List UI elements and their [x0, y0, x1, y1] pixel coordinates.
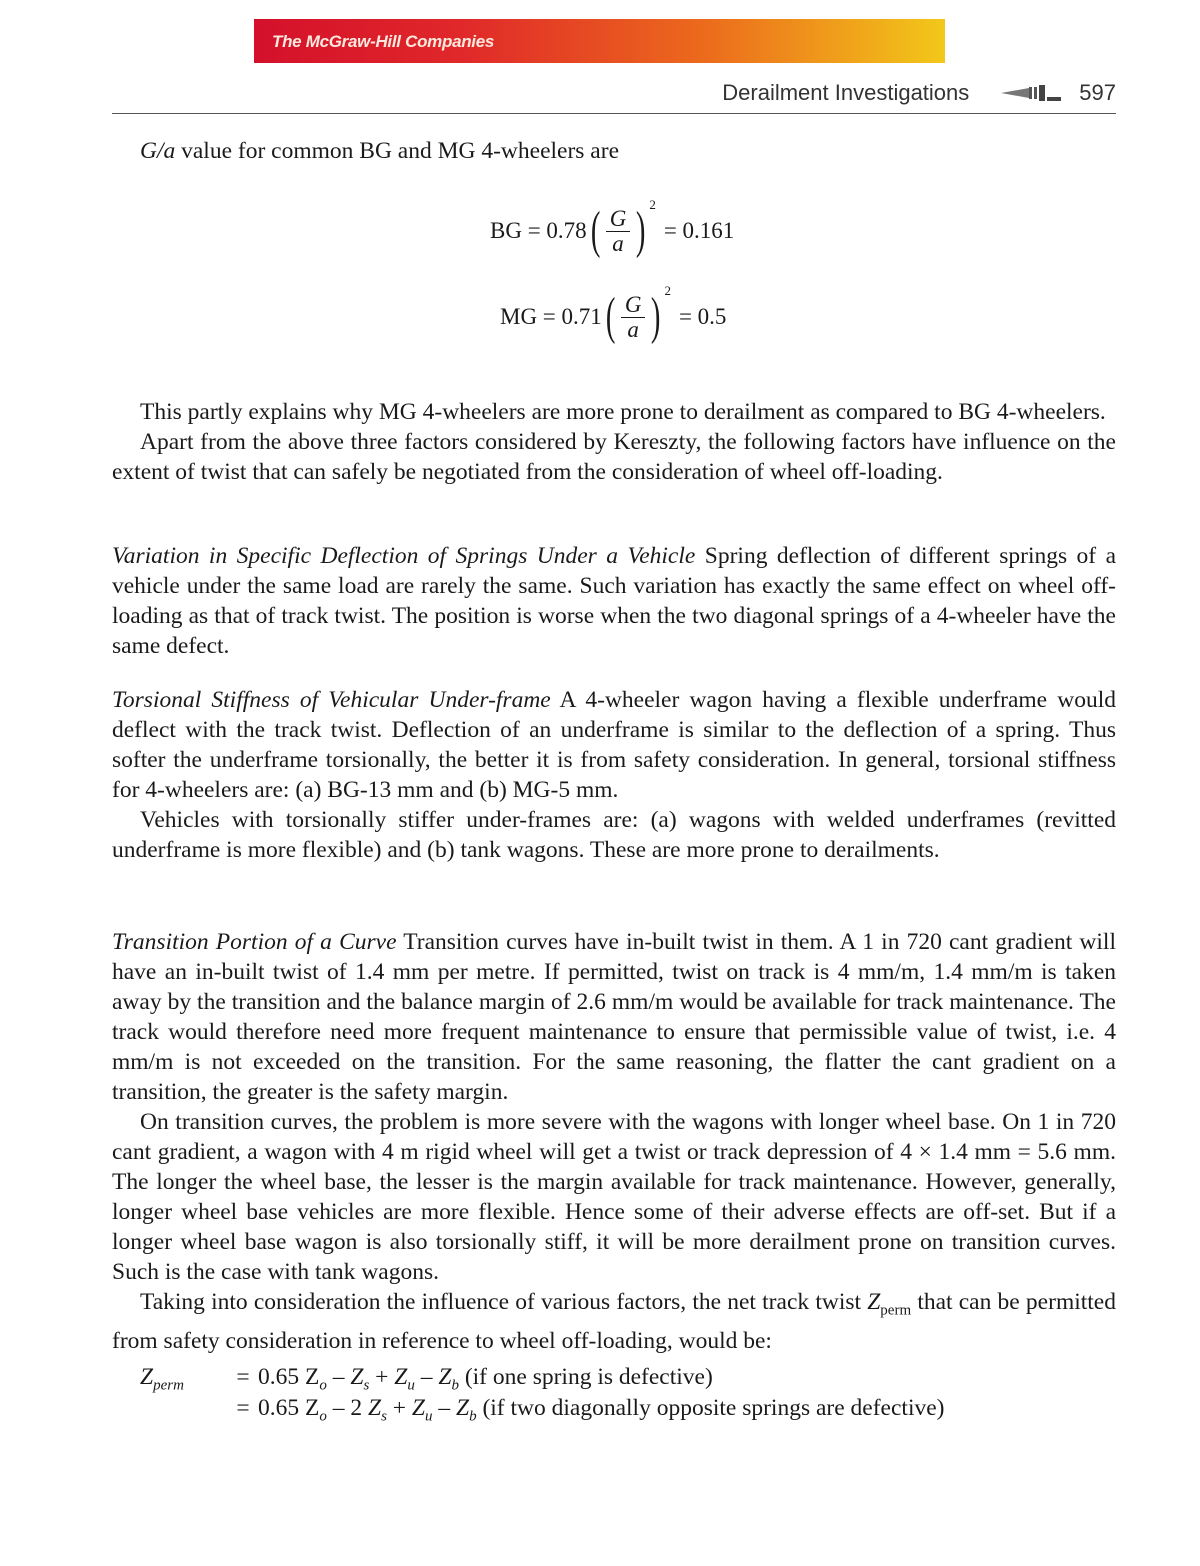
equals-sign: = — [236, 1395, 250, 1421]
equation-bg — [490, 197, 735, 259]
coefficient: 0.65 Z — [258, 1364, 320, 1390]
right-paren: ) — [635, 202, 646, 259]
paragraph: On transition curves, the problem is more severe with the wagons with longer wheel base. On 1 in 720 cant gradient, a wagon with 4 m rigid wheel will get a twist or track depression of 4 × 1.4 mm = 5.6 mm. The longer the wheel base, the lesser is the margin available for track maintenance. However, generally, longer wheel base vehicles are more flexible. Hence some of their adverse effects are off-set. But if a longer wheel base wagon is also torsionally stiff, it will be more derailment prone on transition curves. Such is the case with tank wagons. — [112, 1109, 1116, 1285]
fraction-denominator: a — [627, 316, 639, 342]
equation-bg-result: = 0.161 — [663, 218, 735, 243]
section-heading: Variation in Specific Deflection of Springs Under a Vehicle — [112, 543, 696, 569]
chapter-title: Derailment Investigations — [722, 80, 970, 105]
exponent: 2 — [649, 197, 656, 212]
coefficient: 0.65 Z — [258, 1395, 320, 1421]
zperm-formula — [140, 1364, 944, 1426]
left-paren: ( — [605, 288, 616, 345]
section-heading: Torsional Stiffness of Vehicular Under-frame — [112, 687, 551, 713]
fraction-denominator: a — [612, 230, 624, 256]
formula-condition: (if one spring is defective) — [464, 1364, 713, 1390]
section-text: Spring deflection of different springs of a vehicle under the same load are rarely the same. Such variation has exactly the same effect on wheel off-loading as that of track twist. The position is worse when the two diagonal springs of a 4-wheeler have the same defect. — [112, 543, 1117, 659]
z-symbol: Z — [867, 1289, 881, 1315]
formula-lhs — [140, 1364, 228, 1395]
page-number: 597 — [1079, 80, 1116, 105]
paragraph — [112, 927, 1116, 1107]
formula-expression: 0.65 $Z_o - Z_s + Z_u - Z_b$ (if one spring is defective) — [258, 1364, 713, 1394]
formula-condition: (if two diagonally opposite springs are defective) — [482, 1395, 945, 1421]
exponent: 2 — [664, 283, 671, 298]
running-head — [722, 78, 1116, 108]
paragraph — [112, 685, 1116, 805]
body-block-1 — [112, 397, 1116, 487]
section-transition-curve — [112, 927, 1116, 1356]
z-subscript: perm — [880, 1302, 912, 1319]
section-text: A 4-wheeler wagon having a flexible underframe would deflect with the track twist. Deflection of an underframe is similar to the deflection of a spring. Thus softer the underframe torsionally, the better it is from safety consideration. In general, torsional stiffness for 4-wheelers are: (a) BG-13 mm and (b) MG-5 mm. — [112, 687, 1116, 803]
z-symbol: Z — [140, 1364, 154, 1390]
formula-expression: 0.65 $Z_o - 2$ $Z_s + Z_u - Z_b$ (if two diagonally opposite springs are defective) — [258, 1395, 945, 1425]
right-paren: ) — [651, 288, 661, 345]
page-ornament-icon — [999, 85, 1061, 101]
fraction-numerator: G — [624, 291, 642, 317]
publisher-banner — [254, 19, 945, 63]
text-run: that can be permitted from safety consideration in reference to wheel off-loading, would be: — [112, 1289, 1116, 1354]
equation-bg-label: BG = 0.78 — [490, 218, 587, 243]
intro-line — [140, 138, 619, 165]
header-rule — [112, 113, 1116, 114]
ga-ratio: G/a — [140, 138, 176, 164]
equals-sign: = — [236, 1364, 250, 1390]
equation-mg-result: = 0.5 — [678, 304, 727, 329]
intro-text: value for common BG and MG 4-wheelers are — [175, 138, 619, 164]
fraction — [621, 293, 645, 342]
paragraph — [112, 541, 1116, 661]
text-run: Taking into consideration the influence of various factors, the net track twist — [140, 1289, 868, 1315]
z-subscript: perm — [153, 1377, 184, 1394]
paragraph: This partly explains why MG 4-wheelers are more prone to derailment as compared to BG 4-wheelers. — [140, 399, 1106, 425]
publisher-logo: The McGraw-Hill Companies — [272, 32, 495, 51]
equation-mg — [500, 283, 727, 345]
equation-mg-label: MG = 0.71 — [500, 304, 602, 329]
fraction — [606, 207, 630, 256]
paragraph: Vehicles with torsionally stiffer under-frames are: (a) wagons with welded underframes (revitted underframe is more flexible) and (b) tank wagons. These are more prone to derailments. — [112, 807, 1116, 863]
section-spring-deflection — [112, 541, 1116, 661]
left-paren: ( — [590, 202, 601, 259]
section-text: Transition curves have in-built twist in them. A 1 in 720 cant gradient will have an in-built twist of 1.4 mm per metre. If permitted, twist on track is 4 mm/m, 1.4 mm/m is taken away by the transition and the balance margin of 2.6 mm/m would be available for track maintenance. The track would therefore need more frequent maintenance to ensure that permissible value of twist, i.e. 4 mm/m is not exceeded on the transition. For the same reasoning, the flatter the cant gradient on a transition, the greater is the safety margin. — [112, 929, 1116, 1105]
fraction-numerator: G — [609, 205, 627, 231]
section-heading: Transition Portion of a Curve — [112, 929, 397, 955]
formula-row-2 — [140, 1395, 944, 1426]
paragraph: Apart from the above three factors considered by Kereszty, the following factors have influence on the extent of twist that can safely be negotiated from the consideration of wheel off-loading. — [112, 429, 1116, 485]
paragraph — [112, 1287, 1116, 1356]
formula-row-1 — [140, 1364, 944, 1395]
section-torsional-stiffness — [112, 685, 1116, 865]
